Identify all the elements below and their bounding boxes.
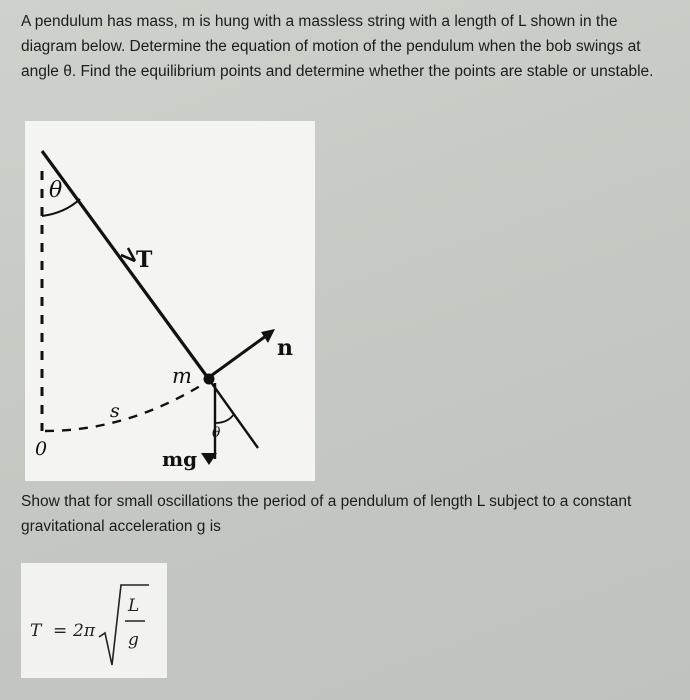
- formula-lhs: T: [30, 621, 42, 641]
- normal-vector: [208, 333, 270, 378]
- formula-coefficient: 2π: [73, 621, 95, 641]
- followup-statement: Show that for small oscillations the period of a pendulum of length L subject to a constant gravitational acceleration g is: [21, 493, 632, 535]
- normal-arrowhead: [261, 329, 275, 343]
- formula-numerator: L: [128, 596, 140, 616]
- arc-length-path: [45, 386, 200, 431]
- problem-statement: A pendulum has mass, m is hung with a massless string with a length of L shown in the diagram below. Determine the equation of motion of the pendulum when the bob swings at angle θ. Find the equilibrium points and determine whether the points are stable or unstable.: [21, 13, 654, 80]
- radical-sign: [99, 585, 149, 665]
- normal-label: n: [277, 335, 293, 361]
- mass-label: m: [172, 364, 192, 388]
- pendulum-bob: [204, 374, 215, 385]
- bob-angle-label: θ: [212, 425, 221, 441]
- bob-angle-arc: [215, 414, 234, 423]
- pendulum-diagram: [25, 121, 315, 481]
- theta-label: θ: [49, 178, 63, 203]
- formula-equals: =: [53, 621, 68, 641]
- tension-label: T: [136, 247, 153, 273]
- period-formula: [21, 563, 167, 678]
- origin-label: 0: [35, 438, 48, 460]
- weight-label: mg: [162, 447, 198, 471]
- arc-length-label: s: [110, 400, 120, 422]
- formula-denominator: g: [128, 630, 139, 650]
- tension-arrow: [121, 248, 135, 261]
- pendulum-string: [42, 151, 208, 378]
